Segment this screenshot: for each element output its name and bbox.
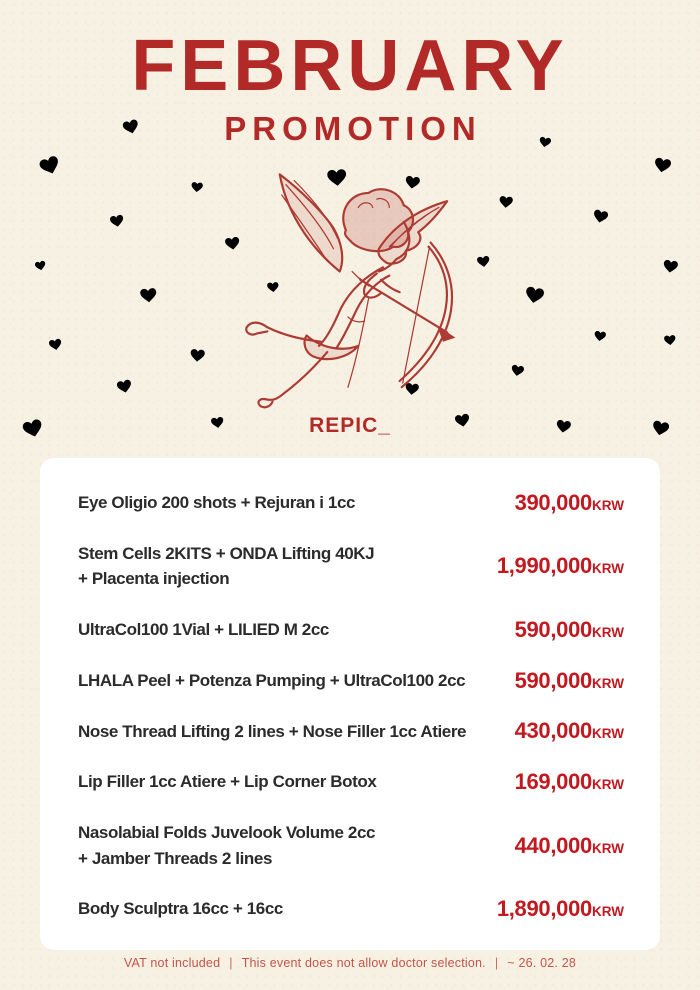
price-row [78, 718, 624, 744]
footer-note-vat: VAT not included [123, 956, 221, 970]
price-row [78, 668, 624, 694]
price-value [497, 553, 624, 579]
price-currency: KRW [592, 840, 624, 856]
price-currency: KRW [592, 903, 624, 919]
treatment-name [78, 896, 283, 922]
price-value [515, 490, 624, 516]
price-amount: 390,000 [514, 490, 592, 515]
footer-notes [0, 956, 700, 970]
treatment-name [78, 617, 329, 643]
price-row [78, 541, 624, 592]
heart-icon [115, 378, 132, 394]
price-value [497, 896, 624, 922]
heart-icon [510, 363, 525, 377]
treatment-name [78, 719, 466, 745]
footer-note-doctor: This event does not allow doctor selection. [241, 956, 486, 970]
treatment-name-line: Nose Thread Lifting 2 lines + Nose Filler 1cc Atiere [78, 721, 467, 741]
treatment-name-line: Lip Filler 1cc Atiere + Lip Corner Botox [78, 772, 377, 792]
treatment-name-line: Stem Cells 2KITS + ONDA Lifting 40KJ [78, 543, 375, 563]
heart-icon [652, 156, 671, 174]
price-row [78, 617, 624, 643]
heart-icon [593, 330, 606, 342]
treatment-name-line: Eye Oligio 200 shots + Rejuran i 1cc [78, 493, 356, 513]
price-card [40, 458, 660, 950]
heart-icon [48, 337, 63, 351]
price-amount: 590,000 [514, 667, 592, 693]
price-row [78, 769, 624, 795]
price-row [78, 820, 624, 871]
treatment-name [78, 820, 375, 871]
treatment-name-line: Nasolabial Folds Juvelook Volume 2cc [78, 823, 376, 843]
footer-separator: | [229, 956, 233, 970]
treatment-name [78, 541, 374, 592]
treatment-name-line: + Jamber Threads 2 lines [78, 848, 273, 868]
price-currency: KRW [592, 726, 624, 742]
price-value [515, 668, 624, 694]
treatment-name-line: Body Sculptra 16cc + 16cc [78, 899, 283, 919]
footer-note-date: ~ 26. 02. 28 [507, 956, 577, 970]
footer-separator: | [494, 956, 499, 970]
heart-icon [191, 181, 204, 193]
page-subtitle: PROMOTION [224, 110, 482, 147]
treatment-name-line: + Placenta injection [78, 569, 230, 589]
price-value [515, 769, 624, 795]
heart-icon [109, 214, 125, 229]
price-value [515, 833, 624, 859]
heart-icon [663, 334, 676, 346]
heart-icon [523, 285, 545, 305]
price-amount: 1,890,000 [496, 895, 592, 921]
price-currency: KRW [592, 498, 624, 513]
heart-icon [189, 348, 205, 363]
price-value [515, 718, 624, 744]
price-amount: 590,000 [514, 616, 592, 642]
price-currency: KRW [592, 675, 624, 691]
price-row [78, 896, 624, 922]
price-currency: KRW [592, 777, 624, 793]
heart-icon [139, 287, 157, 304]
brand-logo: REPIC_ [309, 414, 391, 437]
price-currency: KRW [592, 561, 624, 577]
price-amount: 169,000 [514, 769, 592, 795]
heart-icon [34, 259, 47, 271]
price-value [515, 617, 624, 643]
price-amount: 1,990,000 [496, 553, 592, 579]
price-row [78, 490, 624, 516]
treatment-name-line: LHALA Peel + Potenza Pumping + UltraCol100 2cc [78, 670, 466, 690]
heart-icon [498, 195, 513, 209]
page-title: FEBRUARY [131, 26, 569, 106]
price-amount: 430,000 [514, 718, 592, 744]
cupid-illustration [226, 164, 474, 412]
heart-icon [662, 259, 679, 274]
treatment-name [78, 668, 465, 694]
treatment-name-line: UltraCol100 1Vial + LILIED M 2cc [78, 619, 329, 639]
treatment-name [78, 769, 376, 795]
treatment-name [78, 490, 355, 516]
price-amount: 440,000 [514, 832, 592, 858]
heart-icon [476, 255, 491, 268]
heart-icon [591, 208, 608, 224]
heart-icon [38, 154, 63, 178]
price-currency: KRW [592, 624, 624, 640]
